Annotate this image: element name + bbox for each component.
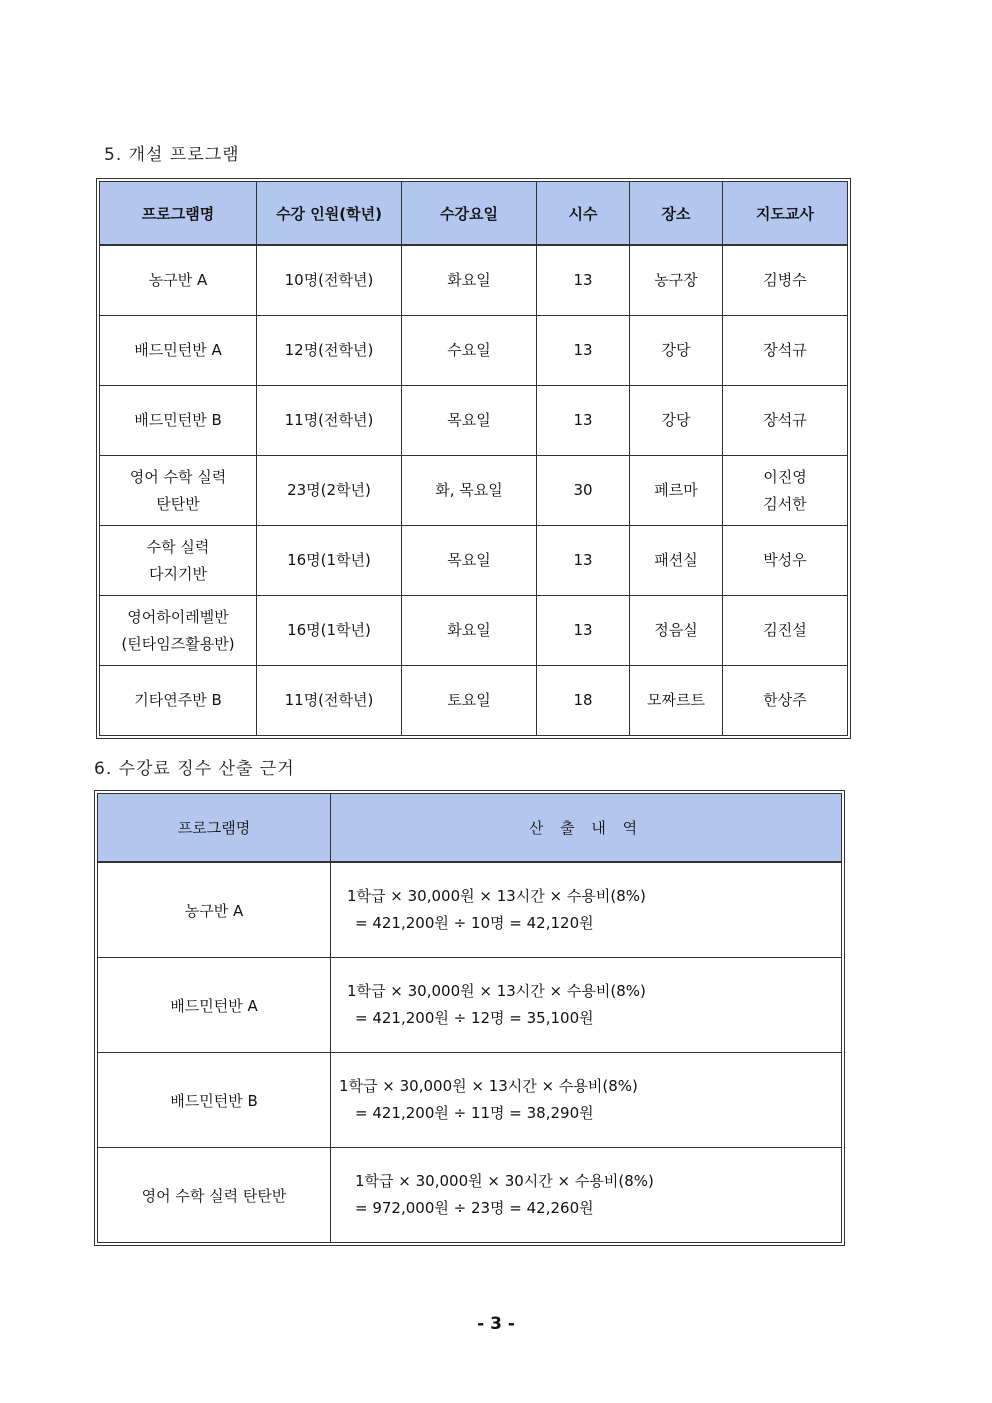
header-place: 장소 bbox=[630, 181, 723, 245]
cell-teacher: 장석규 bbox=[723, 386, 848, 456]
header-teacher: 지도교사 bbox=[723, 181, 848, 245]
cell-hours: 13 bbox=[537, 245, 630, 316]
cell-place: 강당 bbox=[630, 386, 723, 456]
header-day: 수강요일 bbox=[402, 181, 537, 245]
cell-teacher: 박성우 bbox=[723, 526, 848, 596]
cell-calculation bbox=[331, 1053, 842, 1148]
cell-day: 화요일 bbox=[402, 245, 537, 316]
cell-place: 모짜르트 bbox=[630, 666, 723, 736]
table-row bbox=[97, 958, 842, 1053]
cell-place: 강당 bbox=[630, 316, 723, 386]
cell-day: 토요일 bbox=[402, 666, 537, 736]
cell-program: 배드민턴반 B bbox=[99, 386, 257, 456]
section-5-title: 5. 개설 프로그램 bbox=[104, 145, 240, 165]
cell-students: 12명(전학년) bbox=[257, 316, 402, 386]
table-row bbox=[97, 1148, 842, 1243]
cell-students: 16명(1학년) bbox=[257, 526, 402, 596]
program-table-header bbox=[99, 181, 848, 245]
cell-day: 목요일 bbox=[402, 386, 537, 456]
cell-program: 배드민턴반 B bbox=[97, 1053, 331, 1148]
header-program-name: 프로그램명 bbox=[97, 793, 331, 862]
cell-program: 영어 수학 실력 탄탄반 bbox=[97, 1148, 331, 1243]
cell-program: 농구반 A bbox=[97, 862, 331, 958]
cell-calculation bbox=[331, 1148, 842, 1243]
cell-teacher: 김병수 bbox=[723, 245, 848, 316]
cell-students: 11명(전학년) bbox=[257, 666, 402, 736]
calculation-result: = 421,200원 ÷ 12명 = 35,100원 bbox=[355, 1009, 594, 1027]
cell-students: 16명(1학년) bbox=[257, 596, 402, 666]
header-students: 수강 인원(학년) bbox=[257, 181, 402, 245]
cell-students: 11명(전학년) bbox=[257, 386, 402, 456]
header-hours: 시수 bbox=[537, 181, 630, 245]
cell-teacher: 이진영 김서한 bbox=[723, 456, 848, 526]
table-row bbox=[99, 456, 848, 526]
table-row bbox=[97, 1053, 842, 1148]
header-program-name: 프로그램명 bbox=[99, 181, 257, 245]
cell-hours: 13 bbox=[537, 316, 630, 386]
cell-day: 수요일 bbox=[402, 316, 537, 386]
cell-hours: 18 bbox=[537, 666, 630, 736]
cell-place: 페르마 bbox=[630, 456, 723, 526]
calculation-result: = 421,200원 ÷ 10명 = 42,120원 bbox=[355, 914, 594, 932]
table-row bbox=[99, 245, 848, 316]
cell-place: 농구장 bbox=[630, 245, 723, 316]
cell-calculation bbox=[331, 862, 842, 958]
cell-place: 정음실 bbox=[630, 596, 723, 666]
program-table bbox=[99, 181, 848, 736]
cell-program: 수학 실력 다지기반 bbox=[99, 526, 257, 596]
cell-calculation bbox=[331, 958, 842, 1053]
table-row bbox=[99, 596, 848, 666]
calculation-result: = 972,000원 ÷ 23명 = 42,260원 bbox=[355, 1199, 594, 1217]
cell-program: 기타연주반 B bbox=[99, 666, 257, 736]
section-6-title: 6. 수강료 징수 산출 근거 bbox=[94, 759, 295, 779]
calculation-formula: 1학급 × 30,000원 × 30시간 × 수용비(8%) bbox=[355, 1172, 654, 1190]
cell-teacher: 김진설 bbox=[723, 596, 848, 666]
cell-program: 영어하이레벨반 (틴타임즈활용반) bbox=[99, 596, 257, 666]
cell-teacher: 한상주 bbox=[723, 666, 848, 736]
cell-program: 농구반 A bbox=[99, 245, 257, 316]
table-row bbox=[99, 526, 848, 596]
cell-hours: 13 bbox=[537, 386, 630, 456]
table-row bbox=[99, 316, 848, 386]
cell-hours: 30 bbox=[537, 456, 630, 526]
table-row bbox=[97, 862, 842, 958]
cell-students: 23명(2학년) bbox=[257, 456, 402, 526]
header-calculation: 산 출 내 역 bbox=[331, 793, 842, 862]
calculation-formula: 1학급 × 30,000원 × 13시간 × 수용비(8%) bbox=[347, 887, 646, 905]
calculation-result: = 421,200원 ÷ 11명 = 38,290원 bbox=[355, 1104, 594, 1122]
fee-table-header bbox=[97, 793, 842, 862]
table-row bbox=[99, 386, 848, 456]
table-row bbox=[99, 666, 848, 736]
cell-program: 배드민턴반 A bbox=[99, 316, 257, 386]
calculation-formula: 1학급 × 30,000원 × 13시간 × 수용비(8%) bbox=[339, 1077, 638, 1095]
cell-program: 영어 수학 실력 탄탄반 bbox=[99, 456, 257, 526]
cell-teacher: 장석규 bbox=[723, 316, 848, 386]
cell-day: 화, 목요일 bbox=[402, 456, 537, 526]
cell-hours: 13 bbox=[537, 596, 630, 666]
cell-day: 화요일 bbox=[402, 596, 537, 666]
cell-students: 10명(전학년) bbox=[257, 245, 402, 316]
cell-program: 배드민턴반 A bbox=[97, 958, 331, 1053]
calculation-formula: 1학급 × 30,000원 × 13시간 × 수용비(8%) bbox=[347, 982, 646, 1000]
page-number: - 3 - bbox=[477, 1314, 515, 1334]
cell-hours: 13 bbox=[537, 526, 630, 596]
cell-day: 목요일 bbox=[402, 526, 537, 596]
fee-table bbox=[97, 793, 842, 1243]
cell-place: 패션실 bbox=[630, 526, 723, 596]
